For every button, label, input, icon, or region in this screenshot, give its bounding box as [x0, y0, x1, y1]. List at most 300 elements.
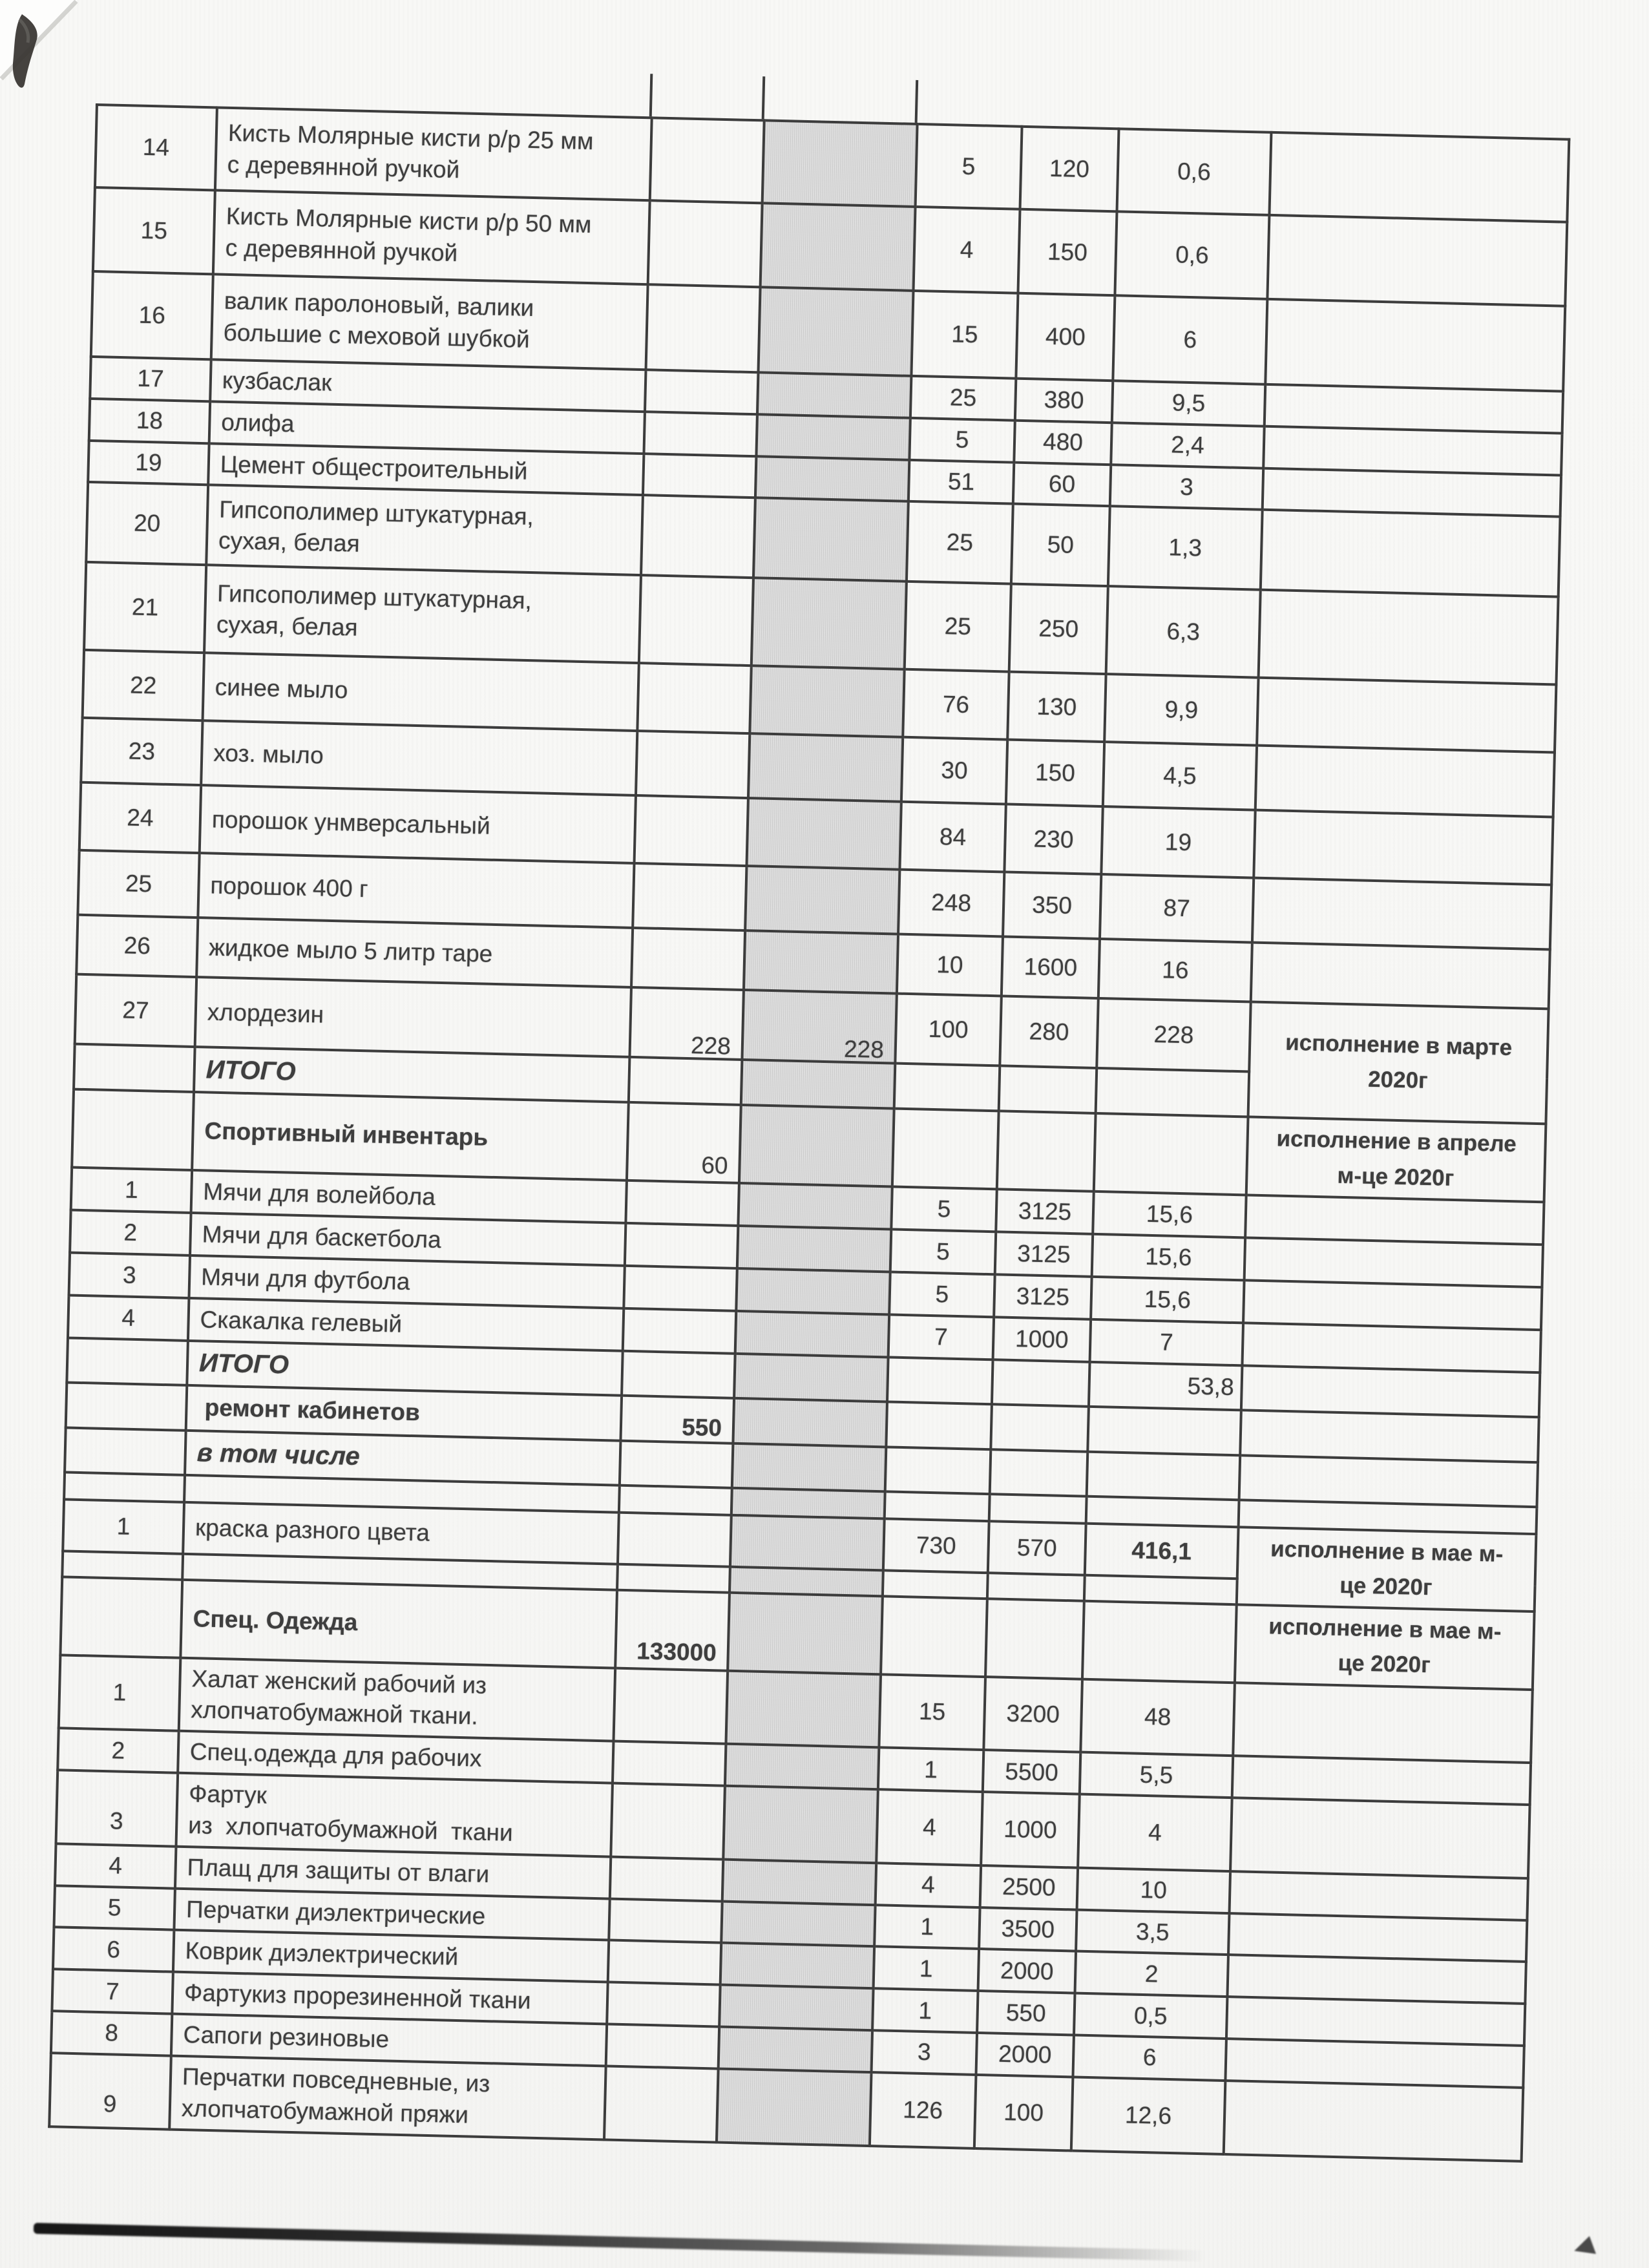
row-number [86, 482, 208, 565]
row-number [64, 1472, 185, 1502]
row-number-text: 21 [131, 594, 159, 621]
quantity-cell-text: 7 [934, 1323, 949, 1350]
total-cell [1115, 211, 1269, 299]
price-cell [989, 1494, 1087, 1524]
row-number-text: 7 [105, 1977, 120, 2005]
quantity-cell [907, 501, 1013, 584]
item-description [200, 786, 636, 864]
quantity-cell [898, 870, 1004, 937]
item-description-text: Плащ для защиты от влаги [187, 1853, 490, 1887]
quantity-cell [878, 1748, 983, 1792]
total-cell [1071, 2077, 1226, 2154]
total-cell [1093, 1192, 1246, 1238]
execution-note [1269, 132, 1569, 222]
quantity-cell-text: 248 [930, 889, 972, 917]
item-description-text: ИТОГО [198, 1349, 289, 1380]
quantity-cell-text: 51 [947, 468, 975, 496]
row-number [66, 1382, 187, 1430]
item-description-text: синее мыло [215, 673, 348, 704]
sum-cell [635, 795, 748, 866]
item-description [169, 2055, 605, 2139]
item-description [215, 107, 652, 200]
sum-cell-text: 133000 [636, 1637, 717, 1666]
price-cell [1000, 996, 1098, 1069]
total-cell [1117, 129, 1271, 215]
price-cell [974, 2075, 1073, 2150]
quantity-cell [874, 1905, 980, 1949]
sum-cell [608, 1940, 721, 1985]
execution-note [1242, 1323, 1540, 1372]
total-cell [1101, 807, 1255, 879]
row-number [71, 1168, 193, 1213]
row-number [75, 974, 196, 1047]
row-number [74, 1044, 195, 1092]
total-cell [1087, 1407, 1241, 1456]
total-cell [1106, 587, 1261, 678]
row-number [56, 1770, 178, 1846]
row-number [55, 1843, 176, 1888]
row-number [67, 1338, 188, 1385]
sum-cell [622, 1351, 735, 1398]
price-cell-text: 5500 [1004, 1758, 1059, 1786]
quantity-cell-text: 5 [937, 1195, 951, 1223]
total-cell [1104, 675, 1258, 746]
price-cell-text: 380 [1044, 386, 1084, 414]
item-description-text: Скакалка гелевый [200, 1305, 403, 1338]
row-number-text: 1 [116, 1513, 131, 1540]
row-number-text: 1 [124, 1176, 139, 1203]
execution-note [1257, 678, 1556, 753]
quantity-cell [879, 1674, 985, 1750]
quantity-cell [881, 1596, 987, 1676]
sum-cell [644, 412, 757, 456]
sum-cell [636, 731, 750, 799]
item-description [203, 653, 639, 731]
quantity-cell-text: 4 [921, 1871, 936, 1898]
item-description-text: олифа [220, 408, 295, 437]
execution-note [1225, 2039, 1524, 2088]
total-cell [1082, 1601, 1237, 1683]
sum-cell-text: 550 [681, 1413, 722, 1442]
sum-cell [615, 1590, 730, 1671]
row-number [65, 1427, 186, 1475]
quantity-cell [876, 1863, 981, 1907]
shaded-cell [745, 866, 899, 935]
quantity-cell [890, 1229, 996, 1274]
total-cell [1113, 295, 1267, 384]
item-description-text: Спец. Одежда [193, 1605, 358, 1636]
item-description-text: Мячи для футбола [200, 1263, 410, 1295]
row-number [88, 441, 209, 485]
row-number [76, 915, 198, 977]
price-cell-text: 2000 [1000, 1957, 1054, 1985]
shaded-cell [731, 1487, 885, 1518]
shaded-cell [761, 203, 916, 291]
shaded-cell [751, 578, 907, 670]
quantity-cell [899, 802, 1005, 872]
price-cell-text: 400 [1045, 322, 1086, 351]
row-number-text: 19 [134, 448, 162, 476]
row-number-text: 14 [142, 133, 170, 161]
price-cell-text: 3125 [1016, 1240, 1071, 1268]
price-cell-text: 60 [1048, 470, 1076, 498]
price-cell-text: 150 [1035, 759, 1076, 787]
quantity-cell [910, 376, 1016, 421]
sum-cell [645, 370, 758, 414]
quantity-cell [903, 669, 1009, 740]
row-number-text: 4 [108, 1852, 123, 1879]
quantity-cell [876, 1789, 983, 1865]
execution-note [1224, 2081, 1524, 2161]
quantity-cell-text: 4 [960, 236, 974, 264]
total-cell [1108, 507, 1263, 591]
shaded-cell [726, 1670, 881, 1747]
execution-note [1259, 590, 1559, 685]
total-cell-text: 6 [1142, 2044, 1157, 2071]
quantity-cell-text: 76 [942, 691, 970, 719]
quantity-cell [894, 1064, 1000, 1111]
row-number-text: 6 [106, 1935, 121, 1963]
row-number [93, 187, 215, 274]
item-description-text: ИТОГО [205, 1055, 297, 1086]
total-cell-text: 15,6 [1146, 1200, 1193, 1228]
total-cell [1073, 2035, 1226, 2081]
total-cell-text: 16 [1161, 956, 1189, 984]
quantity-cell-text: 25 [944, 613, 972, 640]
shaded-cell [732, 1444, 887, 1491]
shaded-cell [723, 1786, 878, 1863]
quantity-cell [883, 1570, 988, 1599]
total-cell-text: 53,8 [1187, 1372, 1235, 1401]
shaded-cell [738, 1183, 892, 1230]
execution-note [1265, 384, 1563, 434]
row-number [59, 1655, 181, 1731]
row-number-text: 3 [109, 1807, 124, 1834]
quantity-cell-text: 1 [920, 1913, 934, 1940]
row-number [90, 357, 211, 401]
total-cell [1110, 465, 1263, 510]
total-cell-text: 7 [1159, 1328, 1174, 1356]
inventory-table [48, 103, 1570, 2162]
item-description [201, 721, 637, 796]
total-cell-text: 0,6 [1175, 241, 1210, 269]
shaded-cell [736, 1268, 890, 1315]
quantity-cell-text: 126 [902, 2095, 943, 2124]
execution-note [1252, 878, 1551, 950]
sum-cell [619, 1485, 732, 1515]
shaded-cell [721, 1901, 875, 1946]
shaded-cell [717, 2068, 872, 2145]
price-cell-text: 3200 [1006, 1700, 1060, 1728]
total-cell [1078, 1794, 1232, 1871]
sum-cell [646, 284, 761, 372]
execution-note [1235, 1604, 1535, 1689]
row-number [84, 562, 206, 653]
total-cell [1092, 1234, 1245, 1281]
total-cell [1097, 998, 1250, 1072]
item-description-text: Коврик диэлектрический [185, 1937, 459, 1971]
quantity-cell [891, 1186, 997, 1232]
row-number-text: 25 [125, 870, 152, 898]
sum-cell [633, 863, 746, 930]
price-cell [992, 1360, 1090, 1406]
row-number-text: 23 [128, 737, 156, 765]
item-description [198, 854, 634, 929]
row-number [95, 105, 217, 190]
item-description-text: Гипсополимер штукатурная, сухая, белая [218, 496, 534, 558]
row-number [79, 782, 201, 853]
shaded-cell [755, 456, 909, 501]
item-description-text: порошок 400 г [210, 872, 368, 903]
sum-cell [629, 987, 743, 1060]
item-description [196, 918, 633, 988]
sum-cell [629, 1057, 742, 1105]
quantity-cell-text: 5 [961, 152, 976, 180]
price-cell [1014, 420, 1111, 464]
sum-cell [643, 454, 756, 498]
execution-note-text: исполнение в апреле м-це 2020г [1276, 1126, 1517, 1191]
execution-note [1246, 1117, 1546, 1202]
shaded-cell [725, 1744, 879, 1789]
sum-cell [617, 1564, 730, 1593]
total-cell [1096, 1068, 1250, 1117]
sum-cell-text: 228 [690, 1032, 731, 1060]
quantity-cell-text: 5 [936, 1238, 951, 1265]
item-description-text: валик паролоновый, валики большие с меховой шубкой [223, 287, 534, 353]
row-number [83, 650, 204, 720]
quantity-cell [874, 1947, 979, 1991]
item-description-text: Мячи для волейбола [202, 1177, 436, 1210]
execution-note [1237, 1527, 1537, 1612]
row-number [60, 1577, 182, 1657]
shaded-cell [733, 1398, 887, 1447]
price-cell [988, 1521, 1086, 1575]
quantity-cell [887, 1357, 993, 1404]
shaded-cell [735, 1311, 889, 1358]
item-description-text: Спортивный инвентарь [204, 1117, 488, 1151]
row-number [70, 1210, 191, 1255]
shaded-cell [744, 931, 898, 994]
item-description-text: Фартукиз прорезиненной ткани [184, 1979, 532, 2014]
total-cell-text: 5,5 [1139, 1761, 1173, 1789]
price-cell-text: 550 [1005, 1999, 1047, 2027]
price-cell-text: 150 [1047, 238, 1088, 266]
row-number [52, 1969, 173, 2013]
total-cell [1094, 1113, 1248, 1195]
quantity-cell [911, 291, 1018, 379]
quantity-cell [883, 1518, 989, 1573]
execution-note-text: исполнение в марте 2020г [1285, 1030, 1513, 1094]
item-description [192, 1092, 629, 1180]
item-description-text: порошок унмверсальный [211, 806, 491, 839]
total-cell-text: 416,1 [1131, 1537, 1192, 1565]
total-cell [1075, 1951, 1228, 1997]
total-cell [1080, 1752, 1233, 1798]
quantity-cell-text: 1 [918, 1997, 932, 2024]
item-description [204, 565, 641, 664]
shaded-cell [737, 1226, 891, 1272]
item-description-text: жидкое мыло 5 литр таре [208, 934, 493, 967]
row-number [91, 271, 213, 359]
quantity-cell-text: 5 [955, 426, 969, 454]
quantity-cell-text: 1 [923, 1756, 938, 1783]
item-description [195, 978, 631, 1058]
cutoff-row-line [649, 74, 653, 116]
price-cell [978, 1949, 1076, 1993]
execution-note [1254, 810, 1553, 885]
total-cell-text: 19 [1164, 828, 1192, 856]
execution-note [1255, 746, 1555, 817]
total-cell-text: 1,3 [1168, 534, 1203, 562]
quantity-cell-text: 3 [917, 2039, 932, 2066]
shaded-cell [719, 1985, 873, 2030]
row-number [69, 1253, 191, 1298]
total-cell-text: 3 [1179, 473, 1194, 501]
price-cell [994, 1274, 1092, 1319]
total-cell [1085, 1523, 1239, 1579]
total-cell [1103, 742, 1257, 811]
row-number-text: 20 [133, 510, 161, 538]
quantity-cell-text: 100 [928, 1016, 969, 1044]
execution-note [1243, 1280, 1542, 1330]
item-description-text: в том числе [196, 1438, 361, 1471]
quantity-cell [909, 459, 1014, 504]
shaded-cell-text: 228 [843, 1036, 885, 1064]
row-number-text: 15 [140, 216, 168, 244]
execution-note [1230, 1871, 1528, 1920]
row-number-text: 5 [107, 1894, 121, 1921]
total-cell [1090, 1319, 1243, 1366]
execution-note [1261, 510, 1560, 597]
sum-cell [627, 1102, 741, 1183]
shaded-cell [734, 1354, 888, 1402]
row-number-text: 3 [122, 1261, 137, 1288]
item-description-text: Перчатки повседневные, из хлопчатобумажной пряжи [181, 2063, 490, 2128]
sum-cell [610, 1856, 723, 1901]
sum-cell [611, 1783, 725, 1860]
shaded-cell [719, 2027, 872, 2072]
execution-note [1267, 215, 1567, 306]
sum-cell [614, 1668, 728, 1744]
cutoff-row-line [915, 80, 919, 123]
row-number-text: 4 [121, 1304, 136, 1331]
quantity-cell-text: 15 [951, 320, 979, 348]
quantity-cell-text: 30 [940, 757, 969, 784]
price-cell-text: 1600 [1024, 953, 1078, 982]
price-cell-text: 120 [1049, 154, 1090, 183]
item-description-text: Гипсополимер штукатурная, сухая, белая [216, 580, 532, 642]
total-cell-text: 15,6 [1144, 1285, 1192, 1314]
quantity-cell-text: 25 [949, 384, 977, 412]
quantity-cell-text: 25 [946, 529, 974, 556]
price-cell-text: 130 [1036, 693, 1077, 721]
price-cell-text: 100 [1003, 2098, 1044, 2126]
total-cell-text: 6,3 [1166, 618, 1201, 646]
total-cell [1100, 874, 1254, 943]
price-cell-text: 280 [1029, 1018, 1069, 1046]
quantity-cell [889, 1272, 995, 1317]
execution-note [1248, 1002, 1549, 1124]
total-cell-text: 12,6 [1124, 2101, 1172, 2129]
row-number [89, 399, 210, 443]
execution-note [1245, 1195, 1544, 1244]
quantity-cell-text: 5 [935, 1281, 949, 1308]
sum-cell [620, 1396, 734, 1444]
item-description-text: Цемент общестроительный [220, 450, 528, 485]
sum-cell [648, 200, 762, 287]
shaded-cell [742, 990, 896, 1064]
shaded-cell [730, 1515, 885, 1570]
quantity-cell [901, 737, 1007, 804]
price-cell-text: 3500 [1001, 1915, 1055, 1943]
quantity-cell-text: 730 [916, 1531, 957, 1559]
row-number [54, 1885, 174, 1930]
price-cell [1020, 127, 1119, 211]
price-cell [1007, 672, 1106, 742]
total-cell-text: 15,6 [1144, 1243, 1192, 1271]
total-cell [1084, 1575, 1237, 1605]
item-description [213, 190, 650, 284]
price-cell [991, 1404, 1089, 1452]
price-cell-text: 570 [1016, 1533, 1058, 1562]
item-description-text: Фартук из хлопчатобумажной ткани [187, 1780, 514, 1846]
execution-note [1263, 426, 1562, 476]
cutoff-row-line [762, 76, 766, 119]
price-cell-text: 50 [1047, 531, 1075, 559]
total-cell-text: 2 [1144, 1960, 1159, 1988]
row-number [62, 1551, 183, 1580]
quantity-cell [886, 1402, 992, 1449]
shaded-cell [756, 414, 910, 459]
shaded-cell [753, 498, 909, 582]
execution-note [1265, 299, 1565, 392]
price-cell [985, 1599, 1084, 1679]
item-description-text: Кисть Молярные кисти р/р 25 мм с деревянной ручкой [227, 120, 594, 184]
total-cell-text: 2,4 [1170, 431, 1205, 459]
price-cell-text: 2000 [998, 2041, 1052, 2069]
item-description-text: кузбаслак [222, 366, 332, 396]
sum-cell [631, 928, 745, 990]
scanner-shadow [34, 2223, 1206, 2262]
total-cell [1080, 1679, 1235, 1756]
total-cell [1076, 1909, 1229, 1955]
shaded-cell [748, 734, 903, 803]
execution-note [1228, 1913, 1527, 1962]
price-cell [993, 1317, 1091, 1362]
total-cell-text: 228 [1153, 1021, 1194, 1049]
quantity-cell-text: 15 [918, 1698, 946, 1726]
sum-cell [613, 1741, 726, 1786]
row-number [68, 1296, 189, 1341]
table-sheet [48, 103, 1568, 2162]
execution-note [1239, 1455, 1538, 1507]
quantity-cell [909, 418, 1014, 463]
sum-cell [620, 1440, 733, 1487]
item-description [179, 1657, 615, 1741]
total-cell-text: 6 [1183, 326, 1197, 353]
shaded-cell [722, 1859, 876, 1904]
price-cell [1002, 937, 1100, 999]
price-cell [981, 1792, 1080, 1867]
price-cell [1003, 872, 1101, 940]
total-cell-text: 87 [1163, 894, 1191, 922]
row-number-text: 18 [136, 406, 163, 434]
total-cell [1077, 1867, 1230, 1913]
row-number [63, 1499, 184, 1554]
row-number [72, 1089, 194, 1170]
row-number [49, 2053, 171, 2129]
item-description-text: Мячи для баскетбола [202, 1220, 442, 1253]
